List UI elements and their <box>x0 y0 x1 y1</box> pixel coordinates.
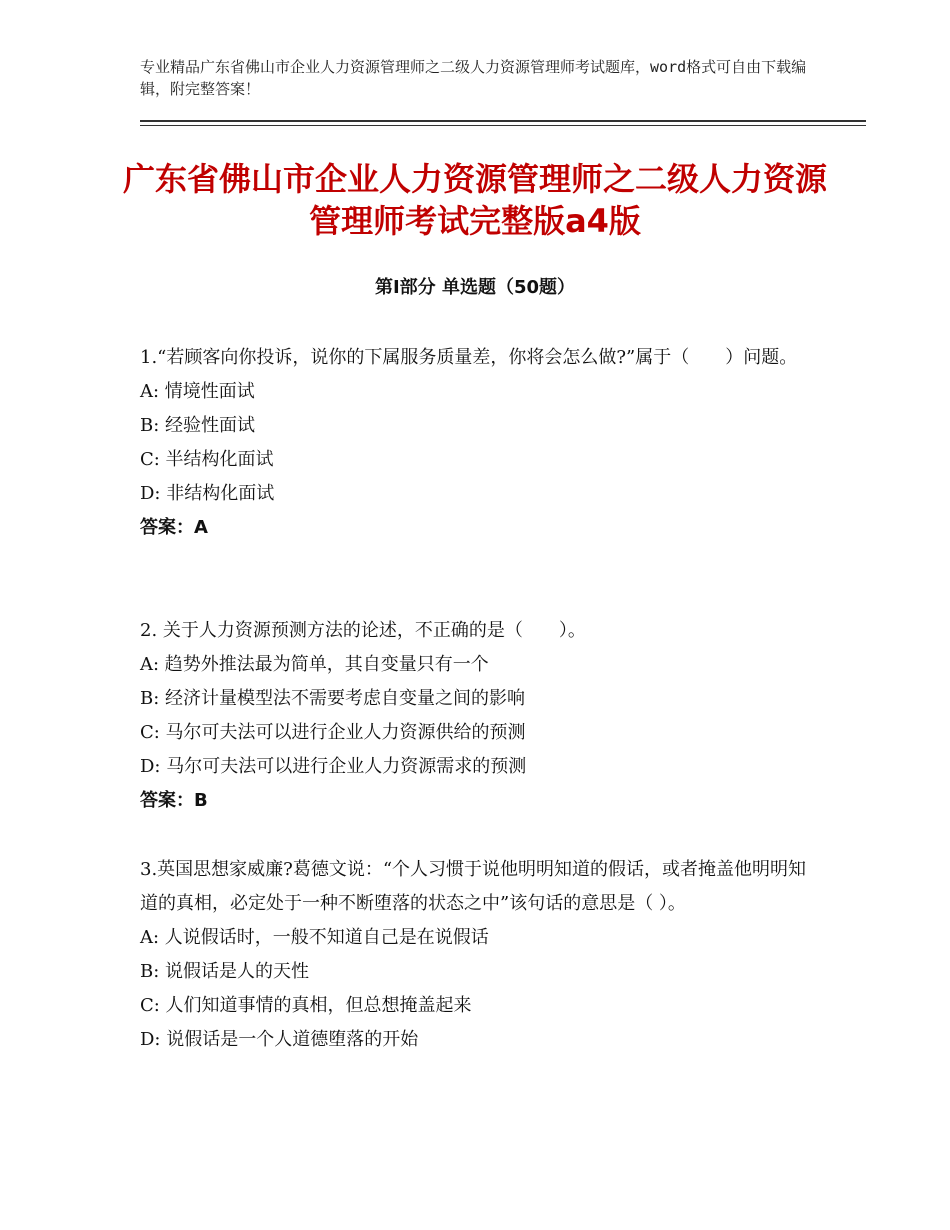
question-1 <box>140 341 820 545</box>
question-stem: 3.英国思想家威廉?葛德文说：“个人习惯于说他明明知道的假话，或者掩盖他明明知道的真相，必定处于一种不断堕落的状态之中”该句话的意思是（ ）。 <box>140 859 807 914</box>
header-note: 专业精品广东省佛山市企业人力资源管理师之二级人力资源管理师考试题库，word格式可自由下载编辑，附完整答案！ <box>140 58 807 98</box>
question-3 <box>140 853 820 1057</box>
document-title: 广东省佛山市企业人力资源管理师之二级人力资源管理师考试完整版a4版 <box>122 160 827 240</box>
answer: 答案：A <box>140 517 208 538</box>
option-c: C: 半结构化面试 <box>140 449 274 470</box>
question-2 <box>140 614 820 818</box>
option-b: B: 经济计量模型法不需要考虑自变量之间的影响 <box>140 688 526 709</box>
option-a: A: 人说假话时，一般不知道自己是在说假话 <box>140 927 489 948</box>
answer: 答案：B <box>140 790 208 811</box>
option-d: D: 马尔可夫法可以进行企业人力资源需求的预测 <box>140 756 527 777</box>
option-c: C: 人们知道事情的真相，但总想掩盖起来 <box>140 995 472 1016</box>
question-stem: 2. 关于人力资源预测方法的论述，不正确的是（ ）。 <box>140 620 586 641</box>
header-divider <box>140 120 866 122</box>
question-stem: 1.“若顾客向你投诉，说你的下属服务质量差，你将会怎么做?”属于（ ）问题。 <box>140 347 798 368</box>
section-title: 第Ⅰ部分 单选题（50题） <box>374 277 575 298</box>
option-b: B: 经验性面试 <box>140 415 256 436</box>
option-d: D: 说假话是一个人道德堕落的开始 <box>140 1029 419 1050</box>
option-a: A: 趋势外推法最为简单，其自变量只有一个 <box>140 654 489 675</box>
option-a: A: 情境性面试 <box>140 381 255 402</box>
option-c: C: 马尔可夫法可以进行企业人力资源供给的预测 <box>140 722 526 743</box>
header-divider-thin <box>140 125 866 126</box>
option-b: B: 说假话是人的天性 <box>140 961 310 982</box>
option-d: D: 非结构化面试 <box>140 483 275 504</box>
